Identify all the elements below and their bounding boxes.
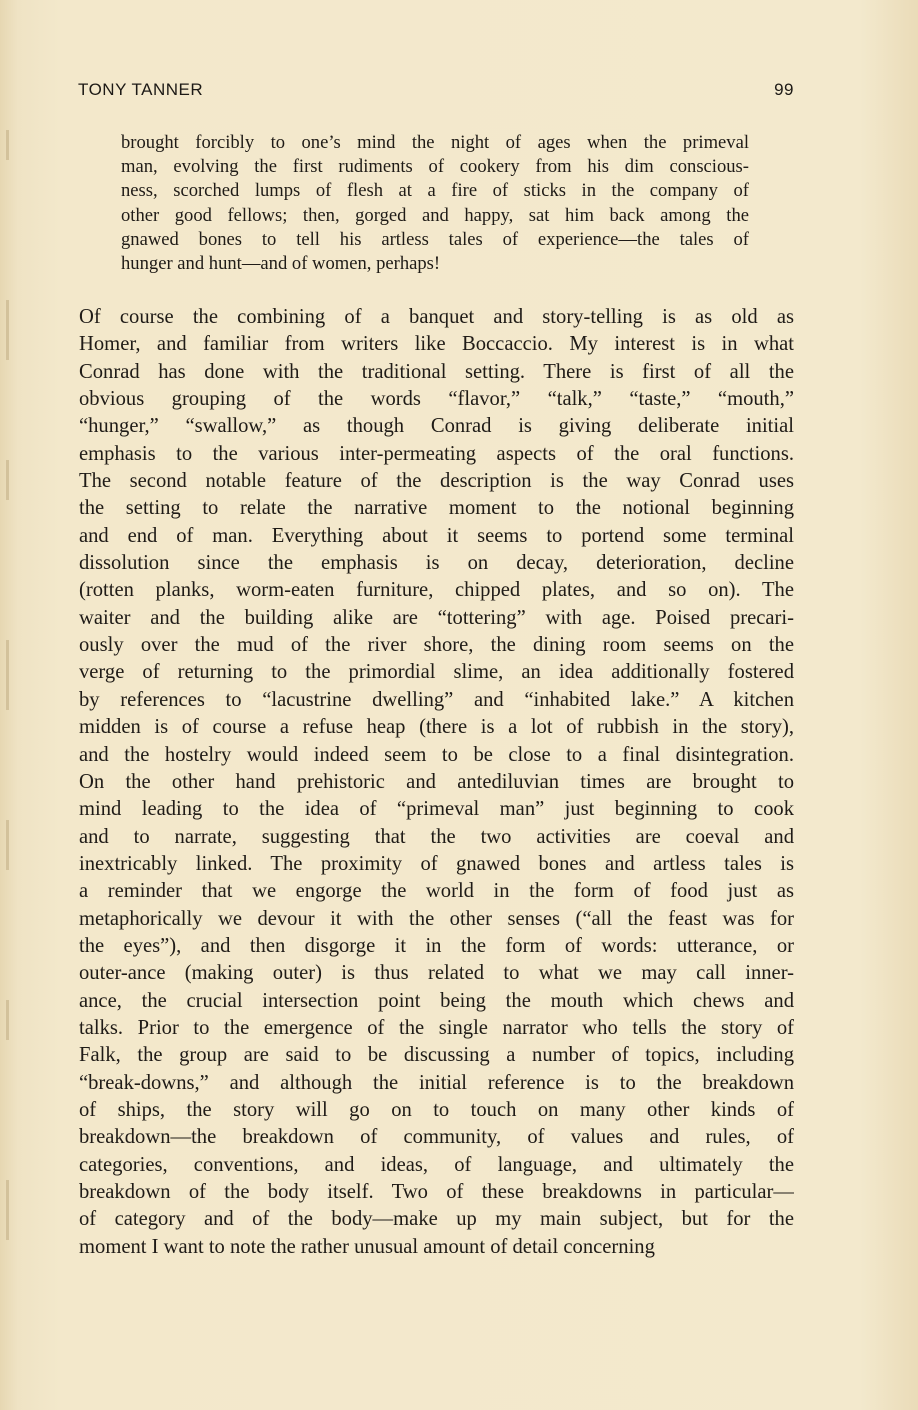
gutter-shadow <box>6 640 9 710</box>
gutter-shadow <box>6 820 9 870</box>
body-line: the eyes”), and then disgorge it in the form of words: utterance, or <box>79 934 794 957</box>
body-line: metaphorically we devour it with the other senses (“all the feast was for <box>79 907 794 930</box>
body-line: talks. Prior to the emergence of the single narrator who tells the story of <box>79 1016 794 1039</box>
body-line: The second notable feature of the description is the way Conrad uses <box>79 470 794 493</box>
quote-line: ness, scorched lumps of flesh at a fire of sticks in the company of <box>121 180 749 202</box>
body-line: emphasis to the various inter-permeating aspects of the oral functions. <box>79 442 794 465</box>
body-line: obvious grouping of the words “flavor,” “talk,” “taste,” “mouth,” <box>79 388 794 411</box>
running-head-author: TONY TANNER <box>78 80 204 99</box>
body-line: “break-downs,” and although the initial reference is to the breakdown <box>79 1071 794 1094</box>
gutter-shadow <box>6 1000 9 1040</box>
body-line: of category and of the body—make up my main subject, but for the <box>79 1208 794 1231</box>
body-line: breakdown—the breakdown of community, of values and rules, of <box>79 1126 794 1149</box>
body-line: moment I want to note the rather unusual amount of detail concerning <box>79 1235 655 1258</box>
body-line: mind leading to the idea of “primeval man” just beginning to cook <box>79 798 794 821</box>
body-line: ance, the crucial intersection point being the mouth which chews and <box>79 989 794 1012</box>
page-number: 99 <box>774 80 794 99</box>
body-line: On the other hand prehistoric and antediluvian times are brought to <box>79 770 794 793</box>
body-line: categories, conventions, and ideas, of language, and ultimately the <box>79 1153 794 1176</box>
body-line: inextricably linked. The proximity of gnawed bones and artless tales is <box>79 852 794 875</box>
body-line: and to narrate, suggesting that the two activities are coeval and <box>79 825 794 848</box>
body-line: waiter and the building alike are “tottering” with age. Poised precari- <box>79 606 794 629</box>
body-line: a reminder that we engorge the world in the form of food just as <box>79 880 794 903</box>
gutter-shadow <box>6 1180 9 1240</box>
body-line: Homer, and familiar from writers like Boccaccio. My interest is in what <box>79 333 794 356</box>
body-line: “hunger,” “swallow,” as though Conrad is giving deliberate initial <box>79 415 794 438</box>
gutter-shadow <box>6 460 9 500</box>
body-line: Falk, the group are said to be discussing a number of topics, including <box>79 1044 794 1067</box>
body-line: Conrad has done with the traditional setting. There is first of all the <box>79 360 794 383</box>
quote-line: hunger and hunt—and of women, perhaps! <box>121 253 441 275</box>
gutter-shadow <box>6 300 9 360</box>
body-line: and end of man. Everything about it seems to portend some terminal <box>79 524 794 547</box>
body-line: by references to “lacustrine dwelling” and “inhabited lake.” A kitchen <box>79 688 794 711</box>
body-line: of ships, the story will go on to touch on many other kinds of <box>79 1098 794 1121</box>
quote-line: man, evolving the first rudiments of cookery from his dim conscious- <box>121 156 749 178</box>
body-line: Of course the combining of a banquet and story-telling is as old as <box>79 306 794 328</box>
quote-line: gnawed bones to tell his artless tales of experience—the tales of <box>121 228 749 250</box>
body-line: verge of returning to the primordial slime, an idea additionally fostered <box>79 661 794 684</box>
gutter-shadow <box>6 130 9 160</box>
body-line: and the hostelry would indeed seem to be close to a final disintegration. <box>79 743 794 766</box>
quote-line: other good fellows; then, gorged and happy, sat him back among the <box>121 204 749 226</box>
quote-line: brought forcibly to one’s mind the night of ages when the primeval <box>121 132 749 153</box>
body-line: outer-ance (making outer) is thus related to what we may call inner- <box>79 962 794 985</box>
body-line: ously over the mud of the river shore, the dining room seems on the <box>79 634 794 657</box>
body-line: breakdown of the body itself. Two of these breakdowns in particular— <box>79 1181 794 1203</box>
block-quote <box>121 131 749 276</box>
body-line: (rotten planks, worm-eaten furniture, chipped plates, and so on). The <box>79 579 794 602</box>
body-paragraph <box>79 304 794 1261</box>
running-head <box>78 80 794 104</box>
body-line: midden is of course a refuse heap (there is a lot of rubbish in the story), <box>79 716 794 739</box>
body-line: the setting to relate the narrative moment to the notional beginning <box>79 497 794 520</box>
body-line: dissolution since the emphasis is on decay, deterioration, decline <box>79 552 794 575</box>
